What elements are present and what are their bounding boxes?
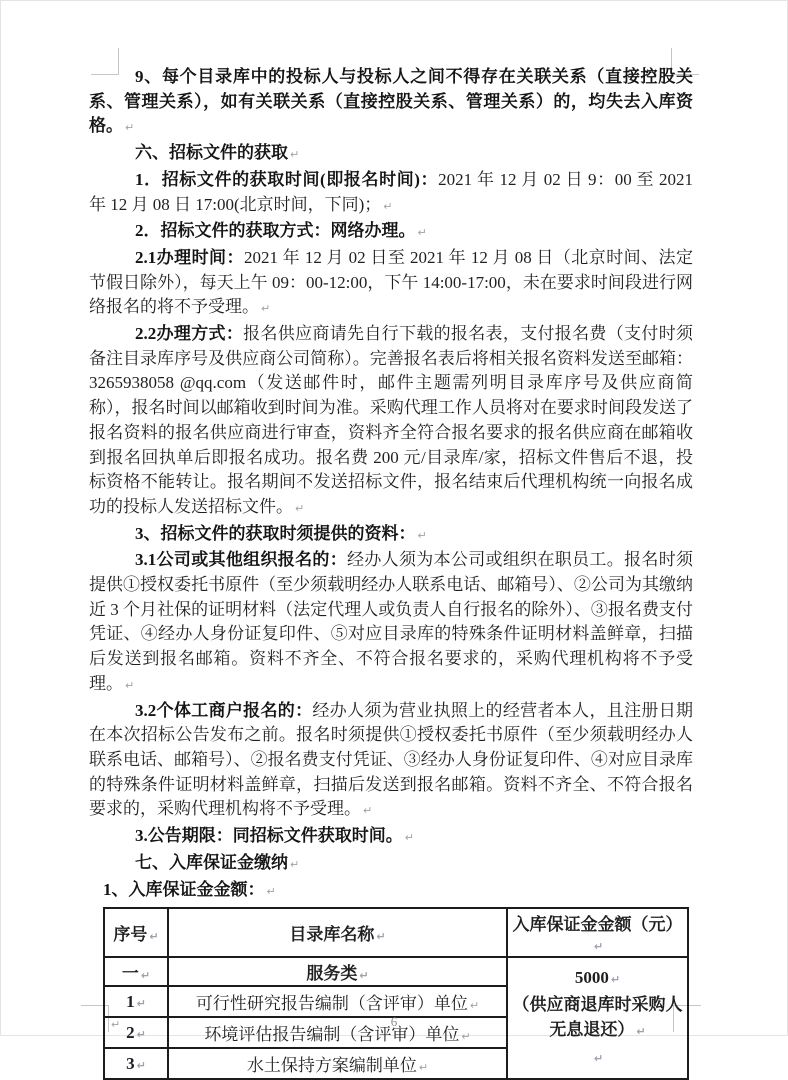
cell-value: 服务类 [306,964,358,984]
para-bold-text: 2.2办理方式： [135,324,244,344]
cell-value: 水土保持方案编制单位 [246,1056,417,1076]
pilcrow-icon: ↵ [376,930,386,944]
para-obtain-method [89,219,693,246]
header-label: 入库保证金金额（元） [512,915,683,935]
para-obtain-time [89,168,693,219]
para-text: 报名供应商请先自行下载的报名表，支付报名费（支付时须备注目录库序号及供应商公司简称）。完善报名表后将相关报名资料发送至邮箱：3265938058 @qq.com（发送邮件时，邮件主题需列明目录库序号及供应商简称），报名时间以邮箱收到时间为准。采购代理工作人员将对在要求时间段发送了报名资料的报名供应商进行审查，资料齐全符合报名要求的报名供应商在邮箱收到报名回执单后即报名成功。报名费 200 元/目录库/家，招标文件售后不退，投标资格不能转让。报名期间不发送招标文件，报名结束后代理机构统一向报名成功的投标人发送招标文件。 [89,324,694,516]
cell-value: 一 [121,964,139,984]
cell-row-name [168,1048,507,1079]
pilcrow-icon: ↵ [593,940,604,954]
heading-section-7 [89,851,693,878]
pilcrow-icon: ↵ [136,1027,146,1041]
pilcrow-icon: ↵ [383,199,393,213]
page-number: 6 [390,1014,398,1029]
para-text: 2021 年 12 月 02 日至 2021 年 12 月 08 日（北京时间、法定节假日除外），每天上午 09：00-12:00，下午 14:00-17:00，未在要求时间段进行网络报名的将不予受理。 [89,247,694,317]
pilcrow-icon: ↵ [295,501,305,515]
para-bold-text: 七、入库保证金缴纳 [135,852,288,872]
header-label: 目录库名称 [289,925,375,945]
pilcrow-icon: ↵ [417,528,427,542]
para-individual-registration [89,699,693,825]
header-label: 序号 [113,925,148,945]
para-bold-text: 六、招标文件的获取 [135,143,288,163]
pilcrow-icon: ↵ [290,148,300,162]
header-cell-name [168,908,507,957]
para-text: 2021 年 12 月 02 日 9：00 至 2021 年 12 月 08 日 17:00(北京时间，下同)； [89,169,694,214]
header-cell-amount [507,908,688,957]
cell-category-no [104,957,168,986]
pilcrow-icon: ↵ [363,804,373,818]
header-cell-no [104,908,168,957]
para-company-registration [89,548,693,698]
deposit-amount-value: 5000 [574,968,609,988]
deposit-amount-note: （供应商退库时采购人无息退还） [512,995,683,1040]
pilcrow-icon: ↵ [290,857,300,871]
table-header-row [104,908,688,957]
pilcrow-icon: ↵ [469,999,480,1013]
pilcrow-icon: ↵ [125,678,135,692]
para-text: 经办人须为本公司或组织在职员工。报名时须提供①授权委托书原件（至少须载明经办人联系电话、邮箱号）、②公司为其缴纳近 3 个月社保的证明材料（法定代理人或负责人自行报名的除外）、③报名费支付凭证、④经办人身份证复印件、⑤对应目录库的特殊条件证明材料盖鲜章，扫描后发送到报名邮箱。资料不齐全、不符合报名要求的，采购代理机构将不予受理。 [89,550,694,693]
para-relationship-rule [89,65,693,141]
pilcrow-icon: ↵ [417,226,427,240]
para-announcement-period [89,824,693,851]
heading-section-6 [89,141,693,168]
para-bold-text: 1．招标文件的获取时间(即报名时间)： [135,169,439,189]
pilcrow-icon: ↵ [461,1030,471,1044]
table-category-row [104,957,688,986]
pilcrow-icon: ↵ [136,996,146,1010]
cell-value: 可行性研究报告编制（含评审）单位 [195,994,468,1014]
pilcrow-icon: ↵ [136,1058,146,1072]
para-deposit-amount-title [89,878,693,905]
para-handle-way [89,322,693,522]
pilcrow-icon: ↵ [636,1025,646,1039]
para-bold-text: 3.公告期限：同招标文件获取时间。 [135,826,403,846]
para-bold-text: 3、招标文件的获取时须提供的资料： [135,523,416,543]
cell-value: 2 [126,1022,135,1042]
pilcrow-icon: ↵ [593,1052,604,1066]
pilcrow-icon: ↵ [261,302,271,316]
cell-category-name [168,957,507,986]
para-bold-text: 9、每个目录库中的投标人与投标人之间不得存在关联关系（直接控股关系、管理关系），如有关联关系（直接控股关系、管理关系）的，均失去入库资格。 [89,67,693,136]
para-bold-text: 3.1公司或其他组织报名的： [135,550,348,570]
pilcrow-icon: ↵ [140,969,151,983]
pilcrow-icon: ↵ [610,973,621,987]
cell-value: 3 [126,1053,135,1073]
deposit-table [103,907,689,1080]
cell-value: 1 [126,991,135,1011]
pilcrow-icon: ↵ [418,1061,429,1075]
pilcrow-icon: ↵ [404,831,414,845]
pilcrow-icon: ↵ [149,930,159,944]
cell-row-name [168,986,507,1017]
pilcrow-icon: ↵ [266,884,276,898]
empty-paragraph-line [511,1044,684,1071]
cell-row-no [104,1048,168,1079]
para-bold-text: 2．招标文件的获取方式：网络办理。 [135,221,416,241]
para-text: 经办人须为营业执照上的经营者本人，且注册日期在本次招标公告发布之前。报名时须提供①授权委托书原件（至少须载明经办人联系电话、邮箱号）、②报名费支付凭证、③经办人身份证复印件、④对应目录库的特殊条件证明材料盖鲜章，扫描后发送到报名邮箱。资料不齐全、不符合报名要求的，采购代理机构将不予受理。 [89,700,694,819]
para-handle-time [89,246,693,322]
para-bold-text: 2.1办理时间： [135,247,244,267]
cell-row-no [104,986,168,1017]
pilcrow-icon: ↵ [125,121,135,135]
para-bold-text: 3.2个体工商户报名的： [135,700,313,720]
para-required-materials-title [89,522,693,549]
pilcrow-icon: ↵ [111,1018,121,1031]
deposit-amount-value-line [511,965,684,992]
para-bold-text: 1、入库保证金金额： [103,879,265,899]
cell-value: 环境评估报告编制（含评审）单位 [204,1025,460,1045]
pilcrow-icon: ↵ [359,969,369,983]
document-body [89,65,693,1080]
